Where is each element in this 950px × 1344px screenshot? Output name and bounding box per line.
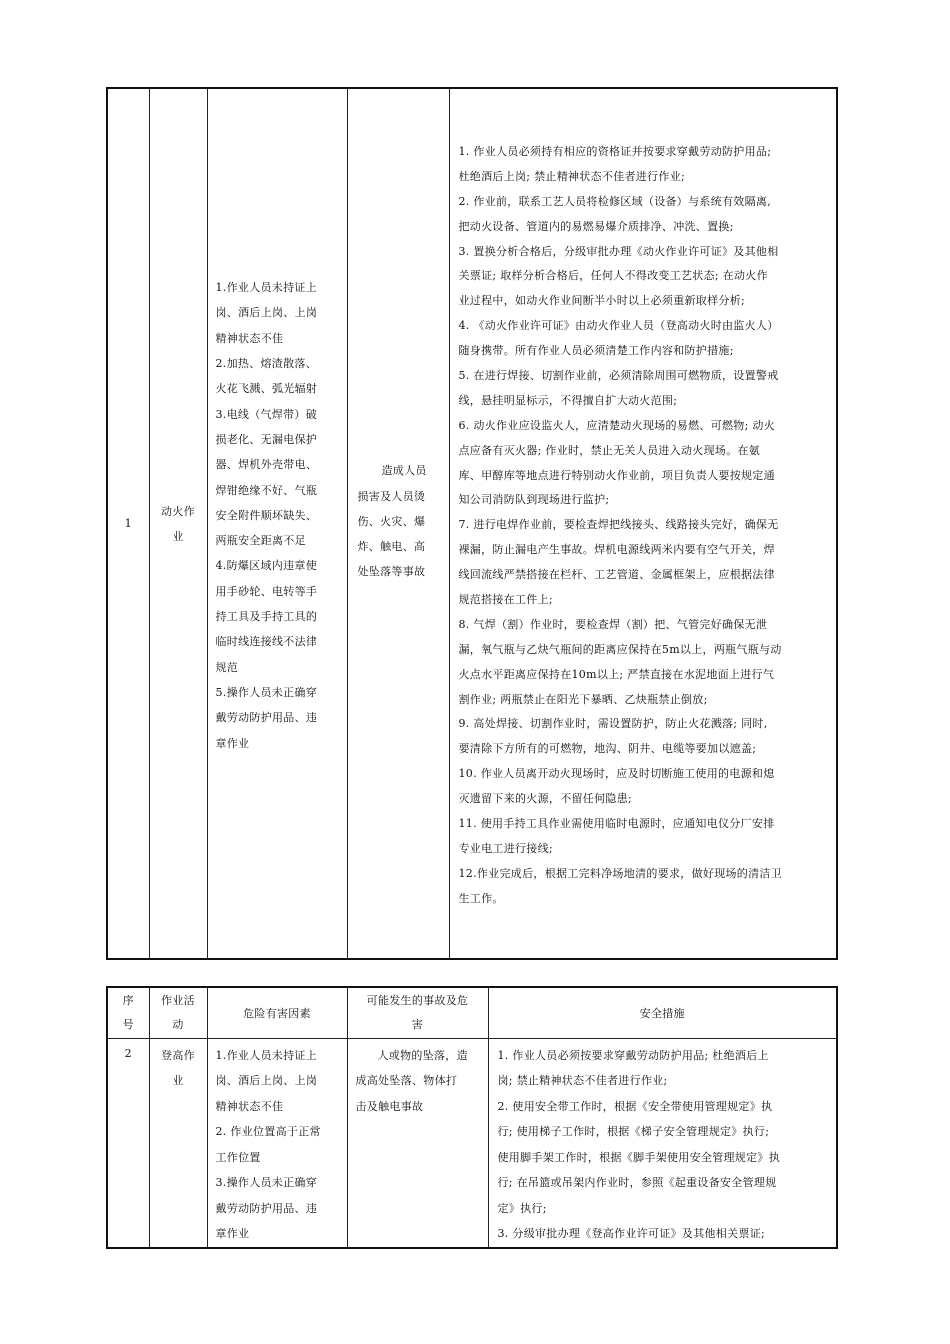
- hazard-factors-cell: 1.作业人员未持证上 岗、酒后上岗、上岗 精神状态不佳 2.加热、熔渣散落、 火花飞溅、弧光辐射 3.电线（气焊带）破 损老化、无漏电保护 器、焊机外壳带电、 焊钳绝缘不好、气瓶 安全附件顺坏缺失、 两瓶安全距离不足 4.防爆区域内违章使 用手砂轮、电转等手 持工具及手持工具的 临时线连接线不法律 规范 5.操作人员未正确穿 戴劳动防护用品、违 章作业: [207, 88, 347, 959]
- table-row: [107, 1038, 837, 1248]
- table-header-row: [107, 987, 837, 1038]
- table-row: [107, 88, 837, 959]
- possible-accidents-cell: 造成人员 损害及人员烫 伤、火灾、爆 炸、触电、高 处坠落等事故: [347, 88, 449, 959]
- hazard-table-2: [106, 986, 838, 1249]
- safety-measures-cell: 1. 作业人员必须按要求穿戴劳动防护用品; 杜绝酒后上 岗; 禁止精神状态不佳者进行作业; 2. 使用安全带工作时，根据《安全带使用管理规定》执 行; 使用梯子工作时，根据《梯子安全管理规定》执行; 使用脚手架工作时，根据《脚手架使用安全管理规定》执 行; 在吊篮或吊架内作业时，参照《起重设备安全管理规 定》执行; 3. 分级审批办理《登高作业许可证》及其他相关票证;: [488, 1038, 837, 1248]
- header-possible-accidents: 可能发生的事故及危 害: [347, 987, 488, 1038]
- header-safety-measures: 安全措施: [488, 987, 837, 1038]
- row-number: 1: [107, 88, 149, 959]
- header-number: 序 号: [107, 987, 149, 1038]
- header-hazard-factors: 危险有害因素: [207, 987, 347, 1038]
- header-activity: 作业活 动: [149, 987, 207, 1038]
- row-number: 2: [107, 1038, 149, 1248]
- possible-accidents-cell: 人或物的坠落，造 成高处坠落、物体打 击及触电事故: [347, 1038, 488, 1248]
- safety-measures-cell: 1. 作业人员必须持有相应的资格证并按要求穿戴劳动防护用品; 杜绝酒后上岗; 禁止精神状态不佳者进行作业; 2. 作业前，联系工艺人员将检修区域（设备）与系统有效隔离, 把动火设备、管道内的易燃易爆介质排净、冲洗、置换; 3. 置换分析合格后，分级审批办理《动火作业许可证》及其他相 关票证; 取样分析合格后，任何人不得改变工艺状态; 在动火作 业过程中，如动火作业间断半小时以上必须重新取样分析; 4. 《动火作业许可证》由动火作业人员（登高动火时由监火人） 随身携带。所有作业人员必须清楚工作内容和防护措施; 5. 在进行焊接、切割作业前，必须清除周围可燃物质，设置警戒 线，悬挂明显标示，不得擅自扩大动火范围; 6. 动火作业应设监火人，应清楚动火现场的易燃、可燃物; 动火 点应备有灭火器; 作业时，禁止无关人员进入动火现场。在氨 库、甲醇库等地点进行特别动火作业前，项目负责人要按规定通 知公司消防队到现场进行监护; 7. 进行电焊作业前，要检查焊把线接头、线路接头完好，确保无 裸漏，防止漏电产生事故。焊机电源线两米内要有空气开关，焊 线回流线严禁搭接在栏杆、工艺管道、金属框架上，应根据法律 规范搭接在工件上; 8. 气焊（割）作业时，要检查焊（割）把、气管完好确保无泄 漏，氧气瓶与乙炔气瓶间的距离应保持在5m以上，两瓶气瓶与动 火点水平距离应保持在10m以上; 严禁直接在水泥地面上进行气 割作业; 两瓶禁止在阳光下暴晒、乙炔瓶禁止倒放; 9. 高处焊接、切割作业时，需设置防护，防止火花溅落; 同时, 要清除下方所有的可燃物，地沟、阴井、电缆等要加以遮盖; 10. 作业人员离开动火现场时，应及时切断施工使用的电源和熄 灭遗留下来的火源，不留任何隐患; 11. 使用手持工具作业需使用临时电源时，应通知电仪分厂安排 专业电工进行接线; 12.作业完成后，根据工完料净场地清的要求，做好现场的清洁卫 生工作。: [449, 88, 837, 959]
- activity-cell: 动火作 业: [149, 88, 207, 959]
- hazard-table-1: [106, 87, 838, 960]
- hazard-factors-cell: 1.作业人员未持证上 岗、酒后上岗、上岗 精神状态不佳 2. 作业位置高于正常 工作位置 3.操作人员未正确穿 戴劳动防护用品、违 章作业: [207, 1038, 347, 1248]
- activity-cell: 登高作 业: [149, 1038, 207, 1248]
